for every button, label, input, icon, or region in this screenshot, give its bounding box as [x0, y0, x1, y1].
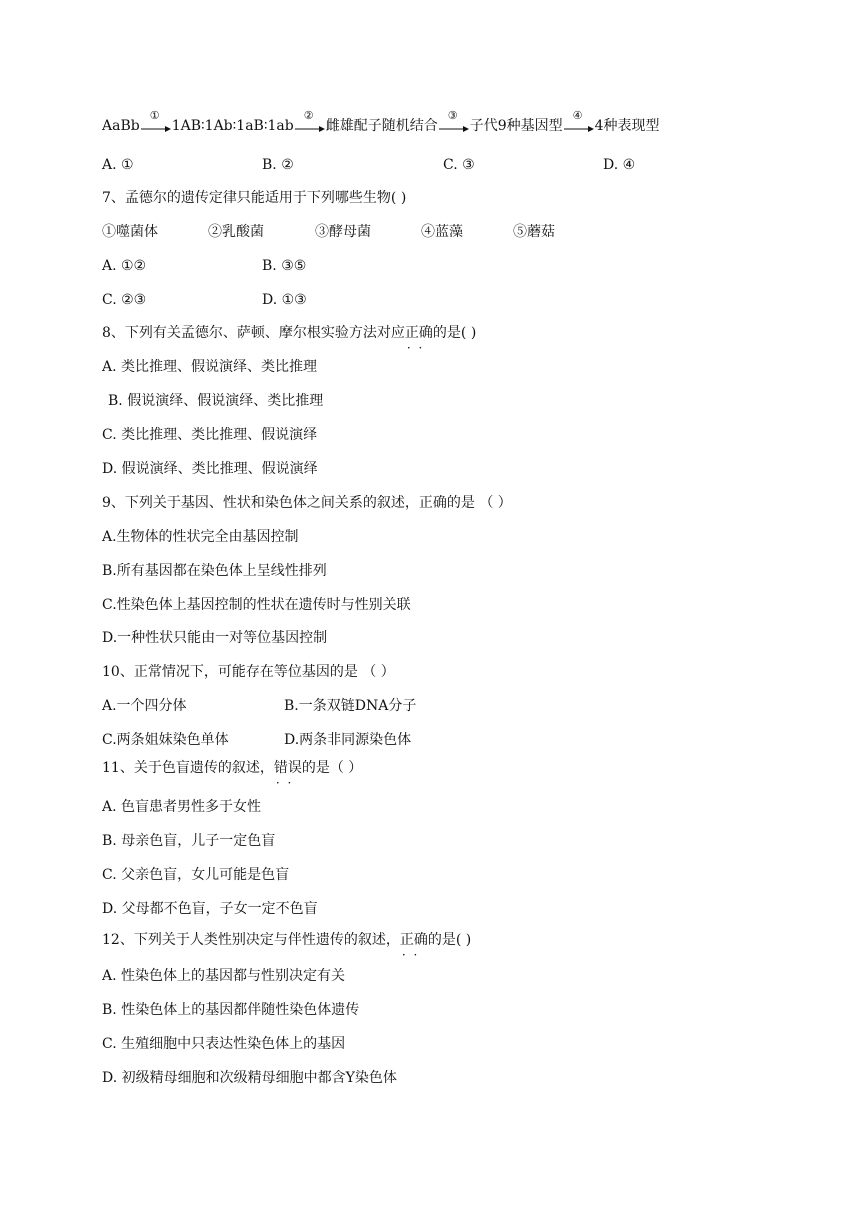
- q11-stem-text: 11、关于色盲遗传的叙述，: [102, 760, 274, 776]
- q11-stem: [102, 758, 362, 778]
- q10-option-c[interactable]: C.两条姐妹染色单体: [102, 732, 229, 748]
- q12-option-b[interactable]: B. 性染色体上的基因都伴随性染色体遗传: [102, 1002, 360, 1018]
- q12-stem-emphasis: 正确 · ·: [400, 930, 428, 950]
- q8-stem-text: 8、下列有关孟德尔、萨顿、摩尔根实验方法对应: [102, 325, 405, 341]
- flow-genotype: AaBb: [102, 118, 140, 134]
- q7-stem: 7、孟德尔的遗传定律只能适用于下列哪些生物( ): [102, 190, 407, 206]
- flow-gametes: 1AB∶1Ab∶1aB∶1ab: [171, 118, 294, 134]
- q8-stem-tail: 的是( ): [432, 325, 477, 341]
- q10-option-d[interactable]: D.两条非同源染色体: [284, 732, 412, 748]
- q11-option-b[interactable]: B. 母亲色盲，儿子一定色盲: [102, 833, 276, 849]
- q6-option-b[interactable]: B. ②: [262, 157, 294, 173]
- q11-stem-emphasis: 错误 · ·: [274, 758, 302, 778]
- step-4-label: ④: [572, 109, 583, 122]
- arrow-right-icon: [564, 126, 594, 132]
- q7-item-4: ④蓝藻: [421, 224, 463, 240]
- q8-stem-emphasis: 正确 · ·: [405, 323, 433, 343]
- q12-option-c[interactable]: C. 生殖细胞中只表达性染色体上的基因: [102, 1036, 346, 1052]
- q7-item-5: ⑤蘑菇: [513, 224, 555, 240]
- q8-option-d[interactable]: D. 假说演绎、类比推理、假说演绎: [102, 461, 318, 477]
- arrow-right-icon: [141, 126, 171, 132]
- q10-option-b[interactable]: B.一条双链DNA分子: [284, 698, 417, 714]
- q8-option-b[interactable]: B. 假说演绎、假说演绎、类比推理: [108, 393, 324, 409]
- q12-option-d[interactable]: D. 初级精母细胞和次级精母细胞中都含Y染色体: [102, 1070, 397, 1086]
- q9-option-b[interactable]: B.所有基因都在染色体上呈线性排列: [102, 563, 327, 579]
- arrow-step-1: [141, 109, 171, 136]
- q7-option-d[interactable]: D. ①③: [262, 292, 307, 308]
- q7-item-1: ①噬菌体: [102, 224, 158, 240]
- flow-combine: 雌雄配子随机结合: [325, 118, 438, 134]
- q9-option-d[interactable]: D.一种性状只能由一对等位基因控制: [102, 630, 328, 646]
- q12-stem-tail: 的是( ): [427, 932, 472, 948]
- arrow-right-icon: [439, 126, 469, 132]
- q7-option-c[interactable]: C. ②③: [102, 292, 147, 308]
- flow-phenotypes: 4种表现型: [594, 118, 660, 134]
- q7-item-2: ②乳酸菌: [208, 224, 264, 240]
- q6-option-c[interactable]: C. ③: [443, 157, 475, 173]
- arrow-step-3: [439, 109, 469, 136]
- step-3-label: ③: [447, 109, 458, 122]
- q12-option-a[interactable]: A. 性染色体上的基因都与性别决定有关: [102, 968, 346, 984]
- q8-stem: [102, 323, 476, 343]
- q12-stem-text: 12、下列关于人类性别决定与伴性遗传的叙述，: [102, 932, 400, 948]
- arrow-step-2: [295, 109, 325, 136]
- q8-option-a[interactable]: A. 类比推理、假说演绎、类比推理: [102, 359, 318, 375]
- q11-option-c[interactable]: C. 父亲色盲，女儿可能是色盲: [102, 867, 290, 883]
- q11-option-a[interactable]: A. 色盲患者男性多于女性: [102, 799, 262, 815]
- step-2-label: ②: [303, 109, 314, 122]
- step-1-label: ①: [149, 109, 160, 122]
- q9-option-a[interactable]: A.生物体的性状完全由基因控制: [102, 529, 299, 545]
- q7-option-a[interactable]: A. ①②: [102, 258, 147, 274]
- q7-option-b[interactable]: B. ③⑤: [262, 258, 307, 274]
- arrow-right-icon: [295, 126, 325, 132]
- genetics-flow: [102, 109, 660, 136]
- q9-stem: 9、下列关于基因、性状和染色体之间关系的叙述，正确的是 （ ）: [102, 495, 512, 511]
- q7-item-3: ③酵母菌: [315, 224, 371, 240]
- flow-genotypes: 子代9种基因型: [469, 118, 563, 134]
- q12-stem: [102, 930, 471, 950]
- q9-option-c[interactable]: C.性染色体上基因控制的性状在遗传时与性别关联: [102, 597, 411, 613]
- q10-stem: 10、正常情况下，可能存在等位基因的是 （ ）: [102, 664, 395, 680]
- q11-stem-tail: 的是（ ）: [301, 760, 363, 776]
- q6-option-a[interactable]: A. ①: [102, 157, 134, 173]
- q8-option-c[interactable]: C. 类比推理、类比推理、假说演绎: [102, 427, 318, 443]
- q10-option-a[interactable]: A.一个四分体: [102, 698, 187, 714]
- q6-option-d[interactable]: D. ④: [603, 157, 636, 173]
- arrow-step-4: [564, 109, 594, 136]
- q11-option-d[interactable]: D. 父母都不色盲，子女一定不色盲: [102, 901, 318, 917]
